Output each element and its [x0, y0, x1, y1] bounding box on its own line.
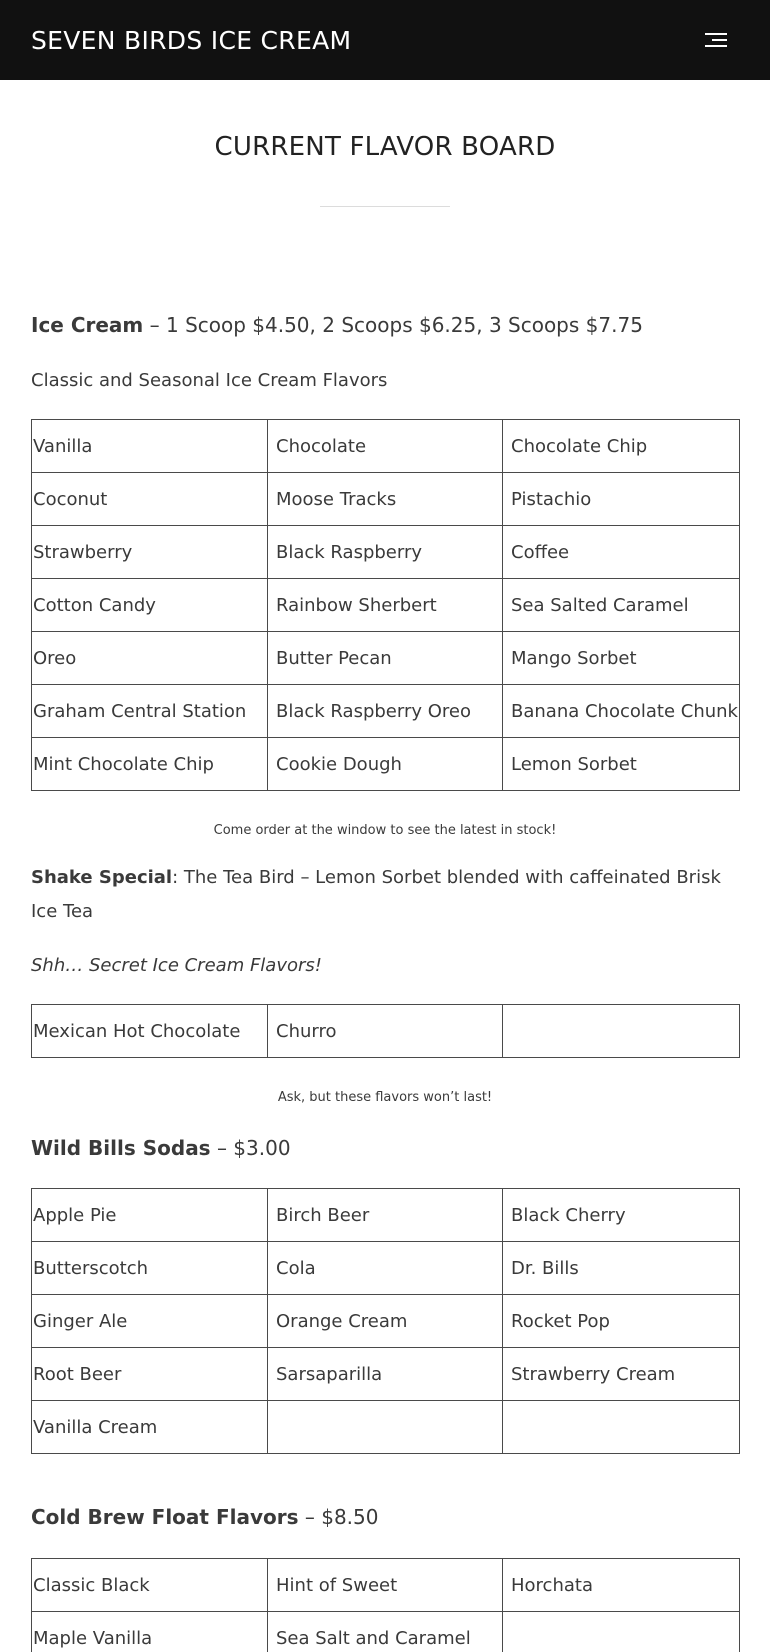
ice-cream-note [31, 821, 739, 841]
sodas-label: Wild Bills Sodas [31, 1136, 211, 1160]
table-cell: Oreo [32, 632, 268, 685]
table-cell: Chocolate [268, 420, 503, 473]
cold-brew-heading [31, 1502, 739, 1532]
table-cell: Cola [268, 1242, 503, 1295]
ice-cream-heading [31, 310, 739, 340]
menu-line [705, 45, 727, 47]
table-cell: Banana Chocolate Chunk [503, 685, 740, 738]
table-row [32, 579, 740, 632]
table-cell: Sea Salted Caramel [503, 579, 740, 632]
site-title-link[interactable]: SEVEN BIRDS ICE CREAM [31, 25, 352, 55]
secret-table-wrap [31, 1004, 739, 1058]
cold-brew-table-wrap [31, 1558, 739, 1652]
table-cell: Rainbow Sherbert [268, 579, 503, 632]
table-row [32, 738, 740, 791]
table-row [32, 1295, 740, 1348]
secret-note [31, 1088, 739, 1108]
table-cell: Pistachio [503, 473, 740, 526]
table-cell: Lemon Sorbet [503, 738, 740, 791]
shake-special-text: : The Tea Bird – Lemon Sorbet blended with caffeinated Brisk Ice Tea [31, 867, 721, 922]
table-cell [268, 1401, 503, 1454]
menu-line [712, 39, 727, 41]
ice-cream-table [31, 419, 740, 791]
table-cell: Orange Cream [268, 1295, 503, 1348]
table-cell: Butter Pecan [268, 632, 503, 685]
table-cell: Vanilla [32, 420, 268, 473]
table-cell: Classic Black [32, 1559, 268, 1612]
table-cell: Strawberry Cream [503, 1348, 740, 1401]
secret-note-text: Ask, but these flavors won’t last! [277, 1090, 493, 1105]
cold-brew-table [31, 1558, 740, 1652]
table-row [32, 1242, 740, 1295]
table-cell: Chocolate Chip [503, 420, 740, 473]
cold-brew-label: Cold Brew Float Flavors [31, 1505, 299, 1529]
table-cell: Cotton Candy [32, 579, 268, 632]
table-cell: Ginger Ale [32, 1295, 268, 1348]
sodas-price: – $3.00 [210, 1136, 291, 1160]
table-cell [503, 1005, 740, 1058]
table-row [32, 1559, 740, 1612]
table-cell: Sarsaparilla [268, 1348, 503, 1401]
sodas-table [31, 1188, 740, 1454]
table-cell: Dr. Bills [503, 1242, 740, 1295]
ice-cream-table-wrap [31, 419, 739, 791]
table-row [32, 473, 740, 526]
secret-heading [31, 952, 739, 980]
ice-cream-note-text: Come order at the window to see the latest in stock! [213, 823, 557, 838]
secret-table [31, 1004, 740, 1058]
table-cell: Maple Vanilla [32, 1612, 268, 1652]
ice-cream-subhead [31, 367, 739, 395]
table-row [32, 526, 740, 579]
table-cell: Churro [268, 1005, 503, 1058]
sodas-heading [31, 1133, 739, 1163]
table-cell: Strawberry [32, 526, 268, 579]
table-cell: Black Raspberry [268, 526, 503, 579]
table-cell: Mango Sorbet [503, 632, 740, 685]
table-cell: Cookie Dough [268, 738, 503, 791]
table-cell: Graham Central Station [32, 685, 268, 738]
table-cell: Black Cherry [503, 1189, 740, 1242]
table-cell: Apple Pie [32, 1189, 268, 1242]
table-row [32, 632, 740, 685]
ice-cream-subhead-text: Classic and Seasonal Ice Cream Flavors [31, 370, 388, 391]
table-cell: Moose Tracks [268, 473, 503, 526]
shake-special-label: Shake Special [31, 867, 173, 888]
page-title: CURRENT FLAVOR BOARD [214, 132, 556, 162]
table-cell: Black Raspberry Oreo [268, 685, 503, 738]
table-row [32, 1612, 740, 1652]
table-cell: Hint of Sweet [268, 1559, 503, 1612]
secret-heading-text: Shh… Secret Ice Cream Flavors! [31, 955, 322, 976]
shake-special [31, 861, 739, 929]
table-cell: Sea Salt and Caramel [268, 1612, 503, 1652]
table-row [32, 1348, 740, 1401]
table-cell: Coffee [503, 526, 740, 579]
table-row [32, 1189, 740, 1242]
table-cell [503, 1401, 740, 1454]
cold-brew-price: – $8.50 [298, 1505, 379, 1529]
table-row [32, 1401, 740, 1454]
table-cell: Rocket Pop [503, 1295, 740, 1348]
table-cell: Root Beer [32, 1348, 268, 1401]
table-row [32, 685, 740, 738]
table-row [32, 1005, 740, 1058]
table-cell: Mexican Hot Chocolate [32, 1005, 268, 1058]
table-cell [503, 1612, 740, 1652]
site-header [0, 0, 770, 80]
menu-line [705, 33, 727, 35]
ice-cream-label: Ice Cream [31, 313, 144, 337]
ice-cream-pricing: – 1 Scoop $4.50, 2 Scoops $6.25, 3 Scoops $7.75 [143, 313, 643, 337]
table-cell: Birch Beer [268, 1189, 503, 1242]
table-row [32, 420, 740, 473]
table-cell: Horchata [503, 1559, 740, 1612]
hamburger-menu-icon[interactable] [701, 29, 727, 51]
table-cell: Vanilla Cream [32, 1401, 268, 1454]
title-divider [320, 206, 450, 207]
sodas-table-wrap [31, 1188, 739, 1454]
table-cell: Coconut [32, 473, 268, 526]
table-cell: Mint Chocolate Chip [32, 738, 268, 791]
table-cell: Butterscotch [32, 1242, 268, 1295]
